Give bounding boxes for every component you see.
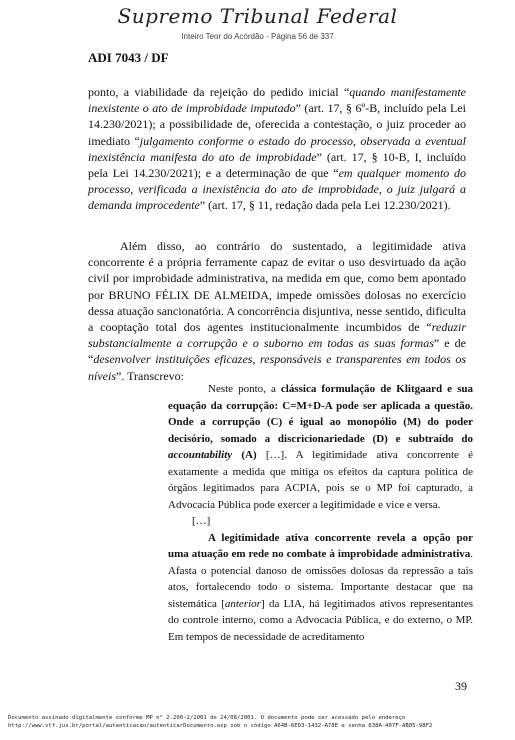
signature-footer <box>8 714 513 730</box>
q1-bold-1: clássica formulação de Klitgaard e sua equação da corrupção: C=M+D-A pode ser aplicada a questão. Onde a corrupção (C) é igual ao monopólio (M) do poder decisório, somado a discricionariedade (D) e subtraído do <box>168 383 473 445</box>
p2-text-1: Além disso, ao contrário do sustentado, a legitimidade ativa concorrente é a própria ferramente capaz de evitar o uso desvirtuado da ação civil por improbidade administrativa, na medida em que, como bem apontado por BRUNO FÉLIX DE ALMEIDA, impede omissões dolosas no exercício dessa atuação sancionatória. A concorrência disjuntiva, nesse sentido, dificulta a cooptação total dos agentes institucionalmente incumbidos de “ <box>88 239 466 335</box>
q1-text-2: […]. A legitimidade ativa concorrente é exatamente a medida que mitiga os efeitos da captura política de órgãos legitimados para ACPIA, pois se o MP foi capturado, a Advocacia Pública pode exercer a legitimidade e vice e versa. <box>168 449 473 511</box>
paragraph-1 <box>88 84 466 214</box>
p1-text-4: ” (art. 17, § 11, redação dada pela Lei 12.230/2021). <box>199 198 451 213</box>
q1-bold-italic: accountability <box>168 449 233 461</box>
document-id: ADI 7043 / DF <box>88 50 169 65</box>
footer-line-2: http://www.stf.jus.br/portal/autenticacao/autenticarDocumento.asp sob o código A64B-6ED3-1432-A78E e senha 638A-407F-AB05-98F2 <box>8 723 433 729</box>
q1-text-1: Neste ponto, a <box>208 383 281 395</box>
block-quote <box>168 381 473 645</box>
quote-paragraph-2 <box>168 530 473 646</box>
p1-italic-3: em qualquer momento do processo, verificada a inexistência do ato de improbidade, o juiz julgará a demanda improcedente <box>88 166 466 213</box>
p1-text-2: ” (art. 17, § 6º-B, incluído pela Lei 14.230/2021); a possibilidade de, oferecida a contestação, o juiz proceder ao imediato “ <box>88 101 466 148</box>
q1-bold-2: (A) <box>232 449 257 461</box>
p2-italic-1: reduzir substancialmente a corrupção e o suborno em todas as suas formas <box>88 320 466 351</box>
court-name: Supremo Tribunal Federal <box>117 4 398 28</box>
quote-ellipsis: […] <box>192 515 211 527</box>
q2-italic-1: anterior <box>224 597 261 610</box>
q2-text-2: ] da LIA, há legitimados ativos representantes do controle interno, como a Advocacia Pública, e do externo, o MP. Em tempos de necessidade de acreditamento <box>168 597 473 643</box>
p2-italic-2: desenvolver instituições eficazes, responsáveis e transparentes em todos os níveis <box>88 352 466 383</box>
p1-italic-1: quando manifestamente inexistente o ato de improbidade imputado <box>88 85 466 116</box>
paragraph-2 <box>88 238 466 384</box>
q2-bold-1: A legitimidade ativa concorrente revela a opção por uma atuação em rede no combate à improbidade administrativa <box>168 531 473 560</box>
p1-text-1: ponto, a viabilidade da rejeição do pedido inicial “ <box>88 85 350 99</box>
p1-text-3: ” (art. 17, § 10-B, I, incluído pela Lei 14.230/2021); e a determinação de que “ <box>88 149 466 181</box>
q2-text-1: . Afasta o potencial danoso de omissões dolosas da repressão a tais atos, fortalecendo todo o sistema. Importante destacar que na sistemática [ <box>168 548 473 610</box>
page-subtitle: Inteiro Teor do Acórdão - Página 56 de 337 <box>181 32 334 41</box>
page-number: 39 <box>455 679 467 693</box>
p1-italic-2: julgamento conforme o estado do processo, observada a eventual inexistência manifesta do ato de improbidade <box>88 133 466 164</box>
p2-text-2: ” e de “ <box>88 336 466 367</box>
p2-text-3: ”. Transcrevo: <box>116 368 184 383</box>
quote-paragraph-1 <box>168 381 473 513</box>
footer-line-1: Documento assinado digitalmente conforme MP n° 2.200-2/2001 de 24/08/2001. O documento pode ser acessado pelo endereço <box>8 715 406 721</box>
